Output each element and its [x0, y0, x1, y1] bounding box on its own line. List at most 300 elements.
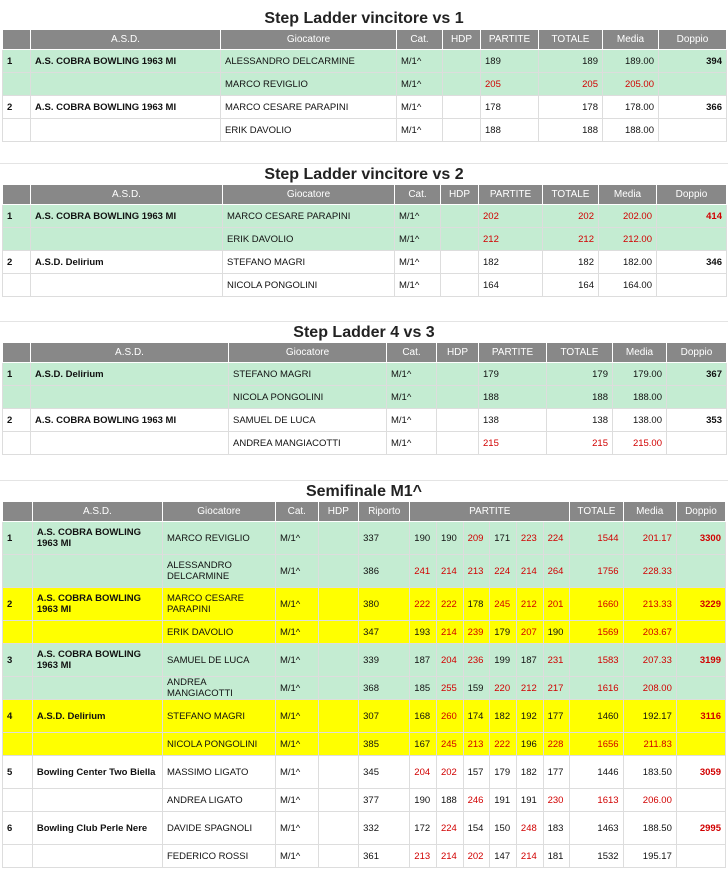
club-cell: [31, 73, 221, 96]
category-cell: M/1^: [387, 409, 437, 432]
game-score-cell: 167: [410, 733, 437, 756]
score-cell: 189: [481, 50, 539, 73]
game-score-cell: 201: [543, 588, 570, 621]
category-cell: M/1^: [387, 432, 437, 455]
section-title: Step Ladder vincitore vs 2: [0, 163, 728, 184]
club-cell: A.S.D. Delirium: [31, 363, 229, 386]
hdp-cell: [318, 621, 359, 644]
column-header: Doppio: [659, 30, 727, 50]
doppio-cell: 367: [667, 363, 727, 386]
game-score-cell: 177: [543, 756, 570, 789]
position-cell: 1: [3, 205, 31, 228]
game-score-cell: 220: [490, 677, 517, 700]
category-cell: M/1^: [275, 644, 318, 677]
game-score-cell: 159: [463, 677, 490, 700]
game-score-cell: 224: [490, 555, 517, 588]
table-row: [3, 700, 726, 733]
column-header: HDP: [443, 30, 481, 50]
position-cell: [3, 432, 31, 455]
game-score-cell: 223: [516, 522, 543, 555]
total-cell: 1656: [570, 733, 623, 756]
total-cell: 202: [543, 205, 599, 228]
player-cell: FEDERICO ROSSI: [162, 845, 275, 868]
club-cell: A.S. COBRA BOWLING 1963 MI: [32, 644, 162, 677]
doppio-cell: [657, 228, 727, 251]
score-cell: 178: [481, 96, 539, 119]
table-row: [3, 386, 727, 409]
player-cell: MARCO CESARE PARAPINI: [162, 588, 275, 621]
media-cell: 206.00: [623, 789, 676, 812]
player-cell: NICOLA PONGOLINI: [229, 386, 387, 409]
game-score-cell: 231: [543, 644, 570, 677]
column-header: HDP: [318, 502, 359, 522]
table-row: [3, 621, 726, 644]
total-cell: 1532: [570, 845, 623, 868]
media-cell: 212.00: [599, 228, 657, 251]
game-score-cell: 204: [436, 644, 463, 677]
game-score-cell: 178: [463, 588, 490, 621]
media-cell: 228.33: [623, 555, 676, 588]
game-score-cell: 193: [410, 621, 437, 644]
game-score-cell: 190: [410, 522, 437, 555]
club-cell: A.S.D. Delirium: [32, 700, 162, 733]
column-header: Doppio: [657, 185, 727, 205]
doppio-cell: 3300: [676, 522, 725, 555]
player-cell: MARCO CESARE PARAPINI: [223, 205, 395, 228]
riporto-cell: 377: [359, 789, 410, 812]
club-cell: [31, 432, 229, 455]
game-score-cell: 213: [463, 733, 490, 756]
table-row: [3, 845, 726, 868]
game-score-cell: 157: [463, 756, 490, 789]
table-row: [3, 205, 727, 228]
game-score-cell: 192: [516, 700, 543, 733]
player-cell: ERIK DAVOLIO: [223, 228, 395, 251]
game-score-cell: 230: [543, 789, 570, 812]
club-cell: [32, 677, 162, 700]
hdp-cell: [437, 363, 479, 386]
doppio-cell: 366: [659, 96, 727, 119]
column-header: Cat.: [275, 502, 318, 522]
score-cell: 212: [479, 228, 543, 251]
game-score-cell: 260: [436, 700, 463, 733]
media-cell: 203.67: [623, 621, 676, 644]
column-header: TOTALE: [570, 502, 623, 522]
position-cell: 1: [3, 363, 31, 386]
club-cell: A.S. COBRA BOWLING 1963 MI: [31, 96, 221, 119]
hdp-cell: [441, 205, 479, 228]
player-cell: DAVIDE SPAGNOLI: [162, 812, 275, 845]
position-cell: [3, 621, 33, 644]
doppio-cell: 3199: [676, 644, 725, 677]
player-cell: NICOLA PONGOLINI: [223, 274, 395, 297]
column-header: TOTALE: [539, 30, 603, 50]
game-score-cell: 190: [410, 789, 437, 812]
game-score-cell: 196: [516, 733, 543, 756]
section-title: Semifinale M1^: [0, 480, 728, 501]
table-row: [3, 274, 727, 297]
doppio-cell: 3229: [676, 588, 725, 621]
game-score-cell: 187: [410, 644, 437, 677]
player-cell: NICOLA PONGOLINI: [162, 733, 275, 756]
game-score-cell: 213: [410, 845, 437, 868]
section-step-ladder-3: [0, 321, 728, 455]
position-cell: [3, 677, 33, 700]
media-cell: 183.50: [623, 756, 676, 789]
column-header: HDP: [437, 343, 479, 363]
media-cell: 205.00: [603, 73, 659, 96]
score-cell: 182: [479, 251, 543, 274]
table-row: [3, 409, 727, 432]
game-score-cell: 222: [490, 733, 517, 756]
score-cell: 164: [479, 274, 543, 297]
media-cell: 182.00: [599, 251, 657, 274]
player-cell: ERIK DAVOLIO: [221, 119, 397, 142]
player-cell: ANDREA MANGIACOTTI: [229, 432, 387, 455]
media-cell: 178.00: [603, 96, 659, 119]
game-score-cell: 248: [516, 812, 543, 845]
doppio-cell: [676, 733, 725, 756]
hdp-cell: [443, 96, 481, 119]
total-cell: 1616: [570, 677, 623, 700]
game-score-cell: 245: [436, 733, 463, 756]
media-cell: 207.33: [623, 644, 676, 677]
column-header: Media: [613, 343, 667, 363]
category-cell: M/1^: [275, 733, 318, 756]
hdp-cell: [318, 700, 359, 733]
category-cell: M/1^: [395, 274, 441, 297]
score-cell: 179: [479, 363, 547, 386]
position-cell: 1: [3, 522, 33, 555]
doppio-cell: 394: [659, 50, 727, 73]
club-cell: Bowling Club Perle Nere: [32, 812, 162, 845]
hdp-cell: [318, 845, 359, 868]
total-cell: 1460: [570, 700, 623, 733]
riporto-cell: 386: [359, 555, 410, 588]
column-header: [3, 185, 31, 205]
column-header: PARTITE: [410, 502, 570, 522]
game-score-cell: 168: [410, 700, 437, 733]
table-row: [3, 756, 726, 789]
game-score-cell: 214: [516, 555, 543, 588]
hdp-cell: [443, 119, 481, 142]
player-cell: ALESSANDRO DELCARMINE: [221, 50, 397, 73]
column-header: Cat.: [387, 343, 437, 363]
total-cell: 205: [539, 73, 603, 96]
score-cell: 138: [479, 409, 547, 432]
riporto-cell: 307: [359, 700, 410, 733]
table-row: [3, 228, 727, 251]
game-score-cell: 183: [543, 812, 570, 845]
category-cell: M/1^: [275, 677, 318, 700]
results-table: [2, 342, 727, 455]
hdp-cell: [318, 789, 359, 812]
player-cell: MARCO REVIGLIO: [221, 73, 397, 96]
media-cell: 192.17: [623, 700, 676, 733]
player-cell: ERIK DAVOLIO: [162, 621, 275, 644]
category-cell: M/1^: [275, 789, 318, 812]
player-cell: SAMUEL DE LUCA: [162, 644, 275, 677]
game-score-cell: 214: [436, 621, 463, 644]
club-cell: [32, 733, 162, 756]
table-row: [3, 812, 726, 845]
club-cell: A.S. COBRA BOWLING 1963 MI: [31, 205, 223, 228]
position-cell: [3, 845, 33, 868]
position-cell: 1: [3, 50, 31, 73]
game-score-cell: 209: [463, 522, 490, 555]
category-cell: M/1^: [275, 845, 318, 868]
club-cell: A.S.D. Delirium: [31, 251, 223, 274]
category-cell: M/1^: [395, 251, 441, 274]
riporto-cell: 332: [359, 812, 410, 845]
category-cell: M/1^: [275, 700, 318, 733]
game-score-cell: 154: [463, 812, 490, 845]
riporto-cell: 347: [359, 621, 410, 644]
game-score-cell: 255: [436, 677, 463, 700]
hdp-cell: [441, 274, 479, 297]
hdp-cell: [443, 73, 481, 96]
game-score-cell: 228: [543, 733, 570, 756]
hdp-cell: [437, 386, 479, 409]
media-cell: 208.00: [623, 677, 676, 700]
total-cell: 1463: [570, 812, 623, 845]
category-cell: M/1^: [395, 228, 441, 251]
player-cell: STEFANO MAGRI: [229, 363, 387, 386]
game-score-cell: 236: [463, 644, 490, 677]
total-cell: 189: [539, 50, 603, 73]
column-header: [3, 343, 31, 363]
game-score-cell: 181: [543, 845, 570, 868]
hdp-cell: [437, 409, 479, 432]
category-cell: M/1^: [275, 522, 318, 555]
score-cell: 188: [481, 119, 539, 142]
column-header: Cat.: [397, 30, 443, 50]
media-cell: 164.00: [599, 274, 657, 297]
total-cell: 138: [547, 409, 613, 432]
total-cell: 1756: [570, 555, 623, 588]
doppio-cell: [659, 119, 727, 142]
riporto-cell: 361: [359, 845, 410, 868]
game-score-cell: 204: [410, 756, 437, 789]
game-score-cell: 202: [463, 845, 490, 868]
media-cell: 179.00: [613, 363, 667, 386]
doppio-cell: 346: [657, 251, 727, 274]
total-cell: 188: [547, 386, 613, 409]
player-cell: STEFANO MAGRI: [223, 251, 395, 274]
column-header: HDP: [441, 185, 479, 205]
game-score-cell: 222: [436, 588, 463, 621]
doppio-cell: [657, 274, 727, 297]
doppio-cell: 3059: [676, 756, 725, 789]
game-score-cell: 150: [490, 812, 517, 845]
player-cell: STEFANO MAGRI: [162, 700, 275, 733]
table-row: [3, 73, 727, 96]
position-cell: [3, 555, 33, 588]
score-cell: 202: [479, 205, 543, 228]
doppio-cell: 414: [657, 205, 727, 228]
category-cell: M/1^: [275, 756, 318, 789]
column-header: [3, 502, 33, 522]
riporto-cell: 385: [359, 733, 410, 756]
total-cell: 215: [547, 432, 613, 455]
doppio-cell: 2995: [676, 812, 725, 845]
game-score-cell: 182: [516, 756, 543, 789]
table-row: [3, 96, 727, 119]
table-row: [3, 733, 726, 756]
total-cell: 182: [543, 251, 599, 274]
riporto-cell: 368: [359, 677, 410, 700]
game-score-cell: 222: [410, 588, 437, 621]
doppio-cell: [659, 73, 727, 96]
game-score-cell: 147: [490, 845, 517, 868]
column-header: PARTITE: [479, 343, 547, 363]
section-step-ladder-2: [0, 163, 728, 297]
column-header: [3, 30, 31, 50]
game-score-cell: 171: [490, 522, 517, 555]
game-score-cell: 264: [543, 555, 570, 588]
section-title: Step Ladder 4 vs 3: [0, 321, 728, 342]
hdp-cell: [441, 228, 479, 251]
table-row: [3, 677, 726, 700]
game-score-cell: 179: [490, 756, 517, 789]
table-row: [3, 251, 727, 274]
position-cell: [3, 228, 31, 251]
game-score-cell: 214: [436, 845, 463, 868]
table-row: [3, 644, 726, 677]
hdp-cell: [318, 644, 359, 677]
category-cell: M/1^: [395, 205, 441, 228]
table-row: [3, 119, 727, 142]
player-cell: ALESSANDRO DELCARMINE: [162, 555, 275, 588]
club-cell: [31, 228, 223, 251]
semifinal-table: [2, 501, 726, 868]
column-header: A.S.D.: [32, 502, 162, 522]
hdp-cell: [318, 756, 359, 789]
hdp-cell: [318, 588, 359, 621]
position-cell: 2: [3, 588, 33, 621]
hdp-cell: [318, 677, 359, 700]
player-cell: MARCO CESARE PARAPINI: [221, 96, 397, 119]
position-cell: 3: [3, 644, 33, 677]
media-cell: 189.00: [603, 50, 659, 73]
game-score-cell: 213: [463, 555, 490, 588]
column-header: Giocatore: [223, 185, 395, 205]
hdp-cell: [443, 50, 481, 73]
club-cell: A.S. COBRA BOWLING 1963 MI: [31, 50, 221, 73]
game-score-cell: 191: [490, 789, 517, 812]
media-cell: 138.00: [613, 409, 667, 432]
total-cell: 212: [543, 228, 599, 251]
riporto-cell: 337: [359, 522, 410, 555]
media-cell: 201.17: [623, 522, 676, 555]
total-cell: 1446: [570, 756, 623, 789]
hdp-cell: [437, 432, 479, 455]
position-cell: 2: [3, 409, 31, 432]
game-score-cell: 199: [490, 644, 517, 677]
game-score-cell: 207: [516, 621, 543, 644]
game-score-cell: 202: [436, 756, 463, 789]
column-header: Riporto: [359, 502, 410, 522]
column-header: A.S.D.: [31, 343, 229, 363]
total-cell: 1613: [570, 789, 623, 812]
total-cell: 1660: [570, 588, 623, 621]
category-cell: M/1^: [387, 363, 437, 386]
total-cell: 188: [539, 119, 603, 142]
column-header: A.S.D.: [31, 30, 221, 50]
game-score-cell: 182: [490, 700, 517, 733]
media-cell: 211.83: [623, 733, 676, 756]
game-score-cell: 190: [436, 522, 463, 555]
game-score-cell: 239: [463, 621, 490, 644]
hdp-cell: [318, 733, 359, 756]
table-row: [3, 522, 726, 555]
category-cell: M/1^: [275, 555, 318, 588]
media-cell: 215.00: [613, 432, 667, 455]
section-title: Step Ladder vincitore vs 1: [264, 10, 464, 27]
club-cell: A.S. COBRA BOWLING 1963 MI: [32, 588, 162, 621]
position-cell: [3, 789, 33, 812]
column-header: Giocatore: [229, 343, 387, 363]
player-cell: SAMUEL DE LUCA: [229, 409, 387, 432]
category-cell: M/1^: [387, 386, 437, 409]
total-cell: 164: [543, 274, 599, 297]
category-cell: M/1^: [275, 812, 318, 845]
total-cell: 179: [547, 363, 613, 386]
riporto-cell: 345: [359, 756, 410, 789]
results-table: [2, 29, 727, 142]
section-semifinale: [0, 480, 728, 868]
score-cell: 215: [479, 432, 547, 455]
riporto-cell: 339: [359, 644, 410, 677]
position-cell: 2: [3, 251, 31, 274]
game-score-cell: 191: [516, 789, 543, 812]
game-score-cell: 212: [516, 677, 543, 700]
game-score-cell: 224: [543, 522, 570, 555]
game-score-cell: 188: [436, 789, 463, 812]
doppio-cell: [667, 432, 727, 455]
column-header: PARTITE: [479, 185, 543, 205]
club-cell: [31, 386, 229, 409]
doppio-cell: [676, 845, 725, 868]
column-header: Giocatore: [221, 30, 397, 50]
game-score-cell: 212: [516, 588, 543, 621]
game-score-cell: 246: [463, 789, 490, 812]
column-header: Giocatore: [162, 502, 275, 522]
game-score-cell: 187: [516, 644, 543, 677]
table-row: [3, 432, 727, 455]
club-cell: [31, 119, 221, 142]
category-cell: M/1^: [397, 96, 443, 119]
game-score-cell: 185: [410, 677, 437, 700]
club-cell: A.S. COBRA BOWLING 1963 MI: [32, 522, 162, 555]
game-score-cell: 241: [410, 555, 437, 588]
total-cell: 1569: [570, 621, 623, 644]
column-header: A.S.D.: [31, 185, 223, 205]
score-cell: 205: [481, 73, 539, 96]
position-cell: 5: [3, 756, 33, 789]
column-header: Doppio: [676, 502, 725, 522]
game-score-cell: 245: [490, 588, 517, 621]
hdp-cell: [318, 555, 359, 588]
hdp-cell: [318, 812, 359, 845]
riporto-cell: 380: [359, 588, 410, 621]
hdp-cell: [441, 251, 479, 274]
position-cell: 4: [3, 700, 33, 733]
game-score-cell: 174: [463, 700, 490, 733]
game-score-cell: 172: [410, 812, 437, 845]
position-cell: [3, 733, 33, 756]
game-score-cell: 214: [436, 555, 463, 588]
